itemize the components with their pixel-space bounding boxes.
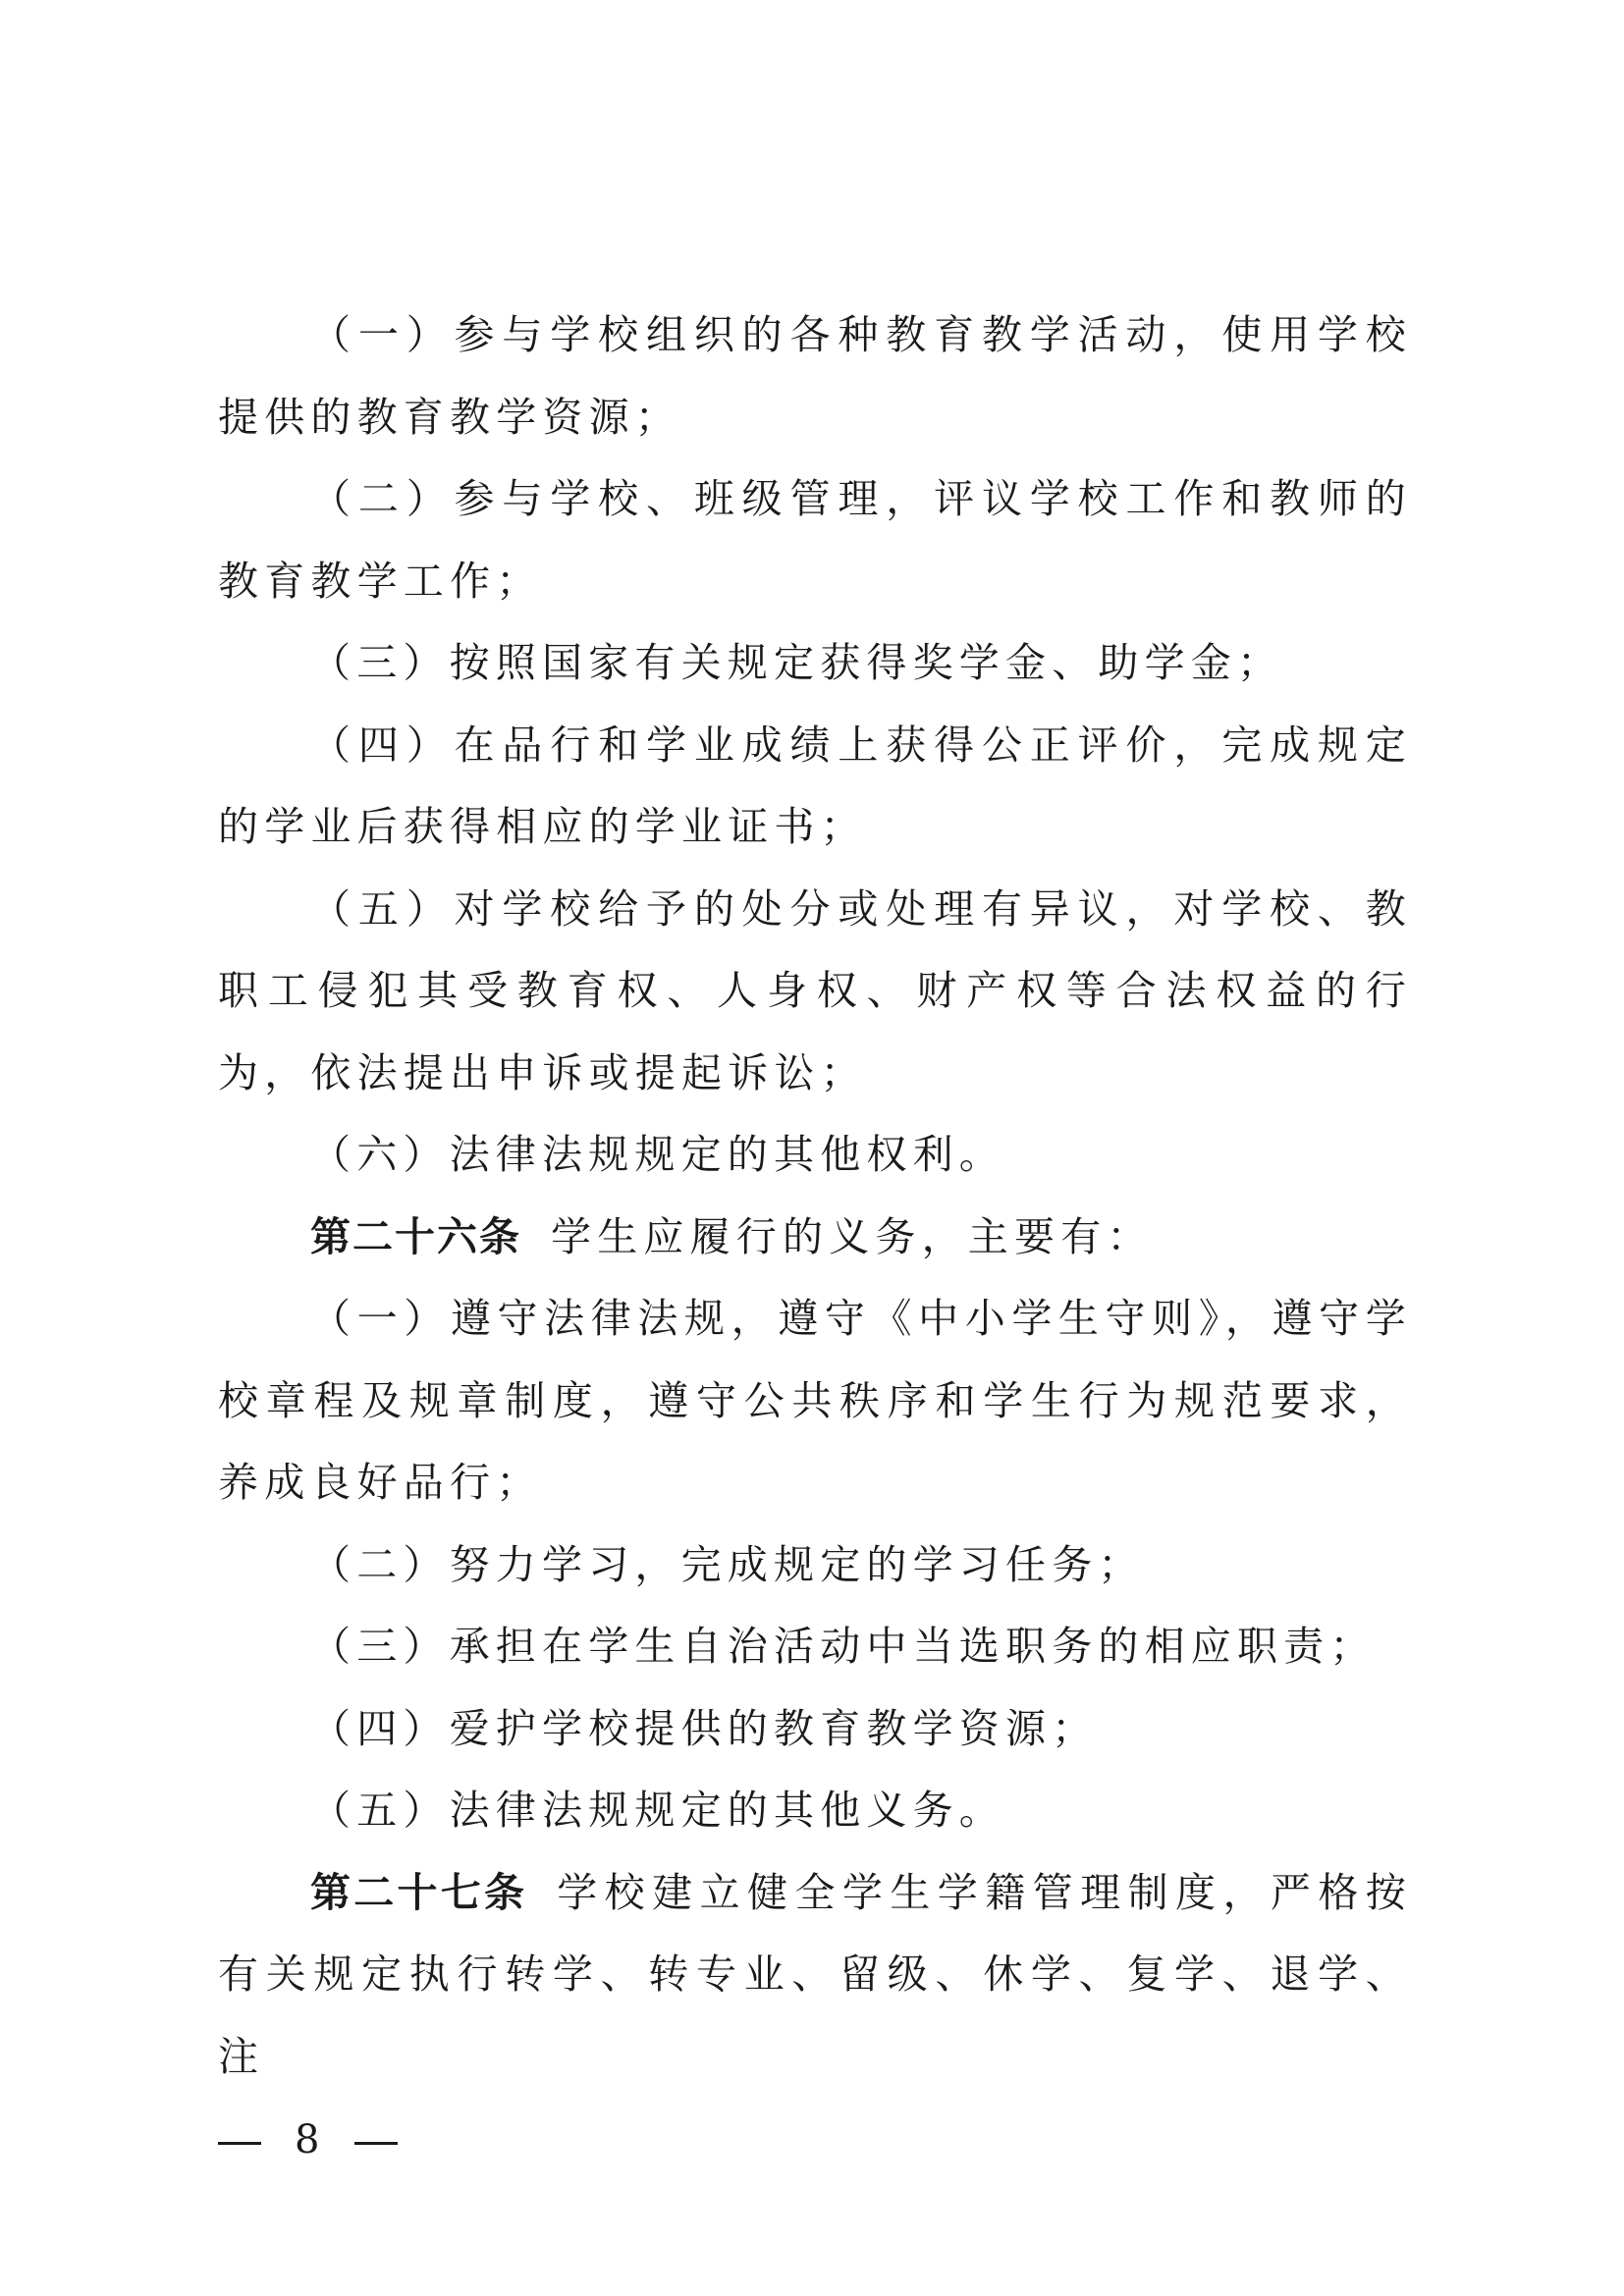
paragraph-right-4 (218, 705, 1412, 869)
page-footer (218, 2110, 398, 2169)
paragraph-duty-4 (218, 1688, 1412, 1771)
footer-dash-right (354, 2142, 398, 2145)
paragraph-text: 学生应履行的义务，主要有： (551, 1212, 1154, 1260)
paragraph-duty-3 (218, 1606, 1412, 1688)
paragraph-text: （一）参与学校组织的各种教育教学活动，使用学校提供的教育教学资源； (218, 311, 1412, 441)
article-heading: 第二十六条 (310, 1212, 521, 1260)
paragraph-right-5 (218, 869, 1412, 1115)
paragraph-text: （三）承担在学生自治活动中当选职务的相应职责； (310, 1623, 1377, 1670)
body-text (218, 294, 1412, 2098)
page-number: 8 (295, 2117, 322, 2163)
article-26 (218, 1197, 1412, 1279)
paragraph-text: （四）在品行和学业成绩上获得公正评价，完成规定的学业后获得相应的学业证书； (218, 721, 1412, 850)
paragraph-text: （四）爱护学校提供的教育教学资源； (310, 1704, 1099, 1752)
paragraph-duty-5 (218, 1770, 1412, 1852)
paragraph-right-1 (218, 294, 1412, 458)
paragraph-duty-1 (218, 1278, 1412, 1524)
paragraph-right-6 (218, 1114, 1412, 1197)
paragraph-text: （六）法律法规规定的其他权利。 (310, 1131, 1005, 1178)
paragraph-right-3 (218, 622, 1412, 705)
paragraph-text: （二）参与学校、班级管理，评议学校工作和教师的教育教学工作； (218, 475, 1412, 605)
paragraph-text: （二）努力学习，完成规定的学习任务； (310, 1540, 1145, 1588)
paragraph-right-2 (218, 458, 1412, 622)
paragraph-text: （一）遵守法律法规，遵守《中小学生守则》，遵守学校章程及规章制度，遵守公共秩序和学生行为规范要求，养成良好品行； (218, 1295, 1412, 1506)
article-27 (218, 1852, 1412, 2099)
paragraph-text: （五）对学校给予的处分或处理有异议，对学校、教职工侵犯其受教育权、人身权、财产权等合法权益的行为，依法提出申诉或提起诉讼； (218, 884, 1412, 1096)
paragraph-duty-2 (218, 1524, 1412, 1607)
paragraph-text: 学校建立健全学生学籍管理制度，严格按有关规定执行转学、转专业、留级、休学、复学、退学、注 (218, 1868, 1412, 2080)
paragraph-text: （三）按照国家有关规定获得奖学金、助学金； (310, 639, 1284, 686)
footer-dash-left (218, 2142, 261, 2145)
paragraph-text: （五）法律法规规定的其他义务。 (310, 1787, 1005, 1834)
article-heading: 第二十七条 (310, 1868, 528, 1916)
